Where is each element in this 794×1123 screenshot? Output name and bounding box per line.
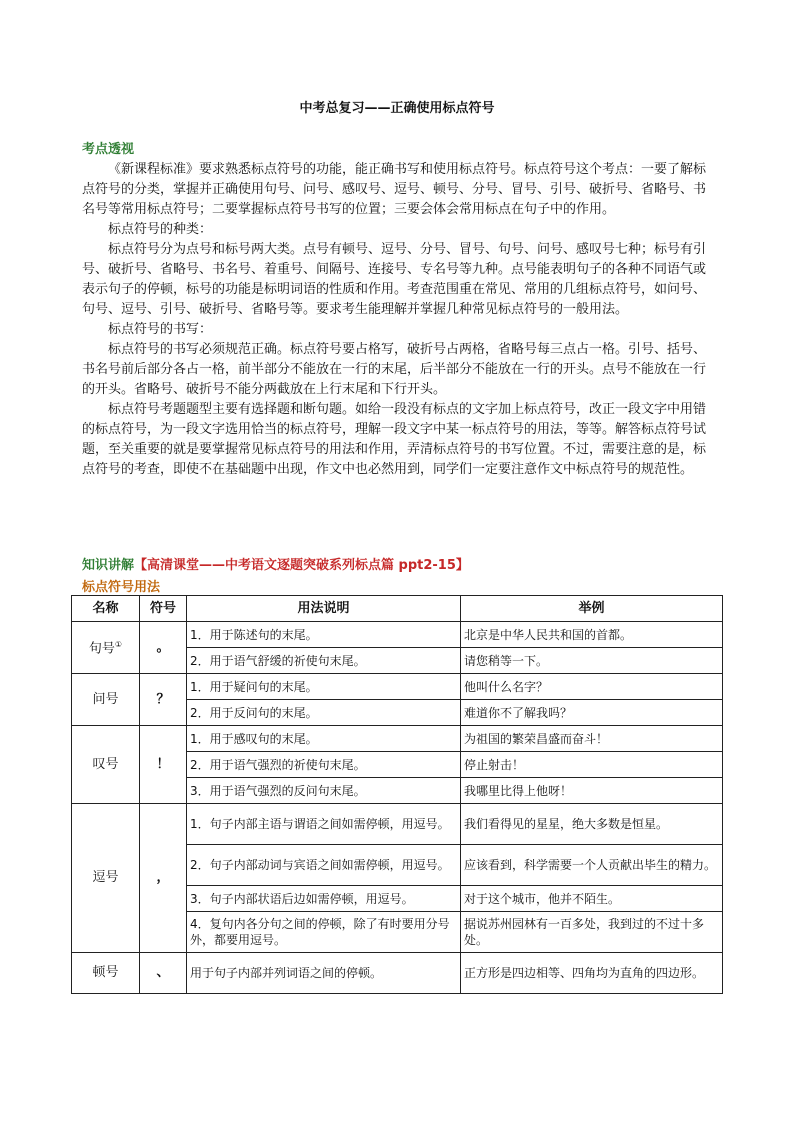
usage-cell: 2．用于反问句的末尾。 bbox=[187, 700, 461, 726]
section-body bbox=[82, 160, 714, 480]
section-heading-zhishi: 知识讲解 bbox=[82, 558, 135, 573]
punct-name-dunhao: 顿号 bbox=[72, 953, 140, 994]
example-cell: 难道你不了解我吗？ bbox=[461, 700, 723, 726]
paragraph: 标点符号分为点号和标号两大类。点号有顿号、逗号、分号、冒号、句号、问号、感叹号七种；标号有引号、破折号、省略号、书名号、着重号、间隔号、连接号、专名号等九种。点号能表明句子的各种不同语气或表示句子的停顿，标号的功能是标明词语的性质和作用。考查范围重在常见、常用的几组标点符号，如问号、句号、逗号、引号、破折号、省略号等。要求考生能理解并掌握几种常见标点符号的一般用法。 bbox=[82, 242, 707, 317]
punct-name-tanhao: 叹号 bbox=[72, 726, 140, 804]
resource-reference: 【高清课堂——中考语文逐题突破系列标点篇 ppt2-15】 bbox=[134, 558, 469, 573]
header-symbol: 符号 bbox=[140, 596, 187, 622]
table-header-row bbox=[72, 596, 723, 622]
example-cell: 对于这个城市，他并不陌生。 bbox=[461, 886, 723, 912]
usage-cell: 1．用于陈述句的末尾。 bbox=[187, 622, 461, 648]
example-cell: 应该看到，科学需要一个人贡献出毕生的精力。 bbox=[461, 845, 723, 886]
usage-cell: 2．句子内部动词与宾语之间如需停顿，用逗号。 bbox=[187, 845, 461, 886]
example-cell: 停止射击！ bbox=[461, 752, 723, 778]
header-example: 举例 bbox=[461, 596, 723, 622]
example-cell: 他叫什么名字？ bbox=[461, 674, 723, 700]
paragraph: 《新课程标准》要求熟悉标点符号的功能，能正确书写和使用标点符号。标点符号这个考点：一要了解标点符号的分类，掌握并正确使用句号、问号、感叹号、逗号、顿号、分号、冒号、引号、破折号、省略号、书名号等常用标点符号；二要掌握标点符号书写的位置；三要会体会常用标点在句子中的作用。 bbox=[82, 162, 707, 217]
paragraph: 标点符号的书写必须规范正确。标点符号要占格写，破折号占两格，省略号每三点占一格。引号、括号、书名号前后部分各占一格，前半部分不能放在一行的末尾，后半部分不能放在一行的开头。点号不能放在一行的开头。省略号、破折号不能分两截放在上行末尾和下行开头。 bbox=[82, 342, 707, 397]
usage-cell: 1．句子内部主语与谓语之间如需停顿，用逗号。 bbox=[187, 804, 461, 845]
example-cell: 请您稍等一下。 bbox=[461, 648, 723, 674]
knowledge-heading-line bbox=[82, 554, 469, 573]
usage-cell: 2．用于语气舒缓的祈使句末尾。 bbox=[187, 648, 461, 674]
punct-name-douhao: 逗号 bbox=[72, 804, 140, 953]
punct-symbol: 、 bbox=[140, 953, 187, 994]
punctuation-table bbox=[71, 595, 723, 994]
paragraph: 标点符号考题题型主要有选择题和断句题。如给一段没有标点的文字加上标点符号，改正一段文字中用错的标点符号，为一段文字选用恰当的标点符号，理解一段文字中某一标点符号的用法，等等。解答标点符号试题，至关重要的就是要掌握常见标点符号的用法和作用，弄清标点符号的书写位置。不过，需要注意的是，标点符号的考查，即使不在基础题中出现，作文中也必然用到，同学们一定要注意作文中标点符号的规范性。 bbox=[82, 402, 707, 477]
punct-symbol: 。 bbox=[140, 622, 187, 674]
usage-cell: 3．用于语气强烈的反问句末尾。 bbox=[187, 778, 461, 804]
usage-cell: 2．用于语气强烈的祈使句末尾。 bbox=[187, 752, 461, 778]
punct-symbol: ？ bbox=[140, 674, 187, 726]
usage-cell: 用于句子内部并列词语之间的停顿。 bbox=[187, 953, 461, 994]
example-cell: 我哪里比得上他呀！ bbox=[461, 778, 723, 804]
table-row bbox=[72, 674, 723, 700]
paragraph-subheading: 标点符号的种类： bbox=[108, 222, 213, 237]
usage-cell: 4．复句内各分句之间的停顿，除了有时要用分号外，都要用逗号。 bbox=[187, 912, 461, 953]
punct-symbol: ！ bbox=[140, 726, 187, 804]
usage-cell: 3．句子内部状语后边如需停顿，用逗号。 bbox=[187, 886, 461, 912]
page-title: 中考总复习——正确使用标点符号 bbox=[299, 101, 495, 116]
punct-name-wenhao: 问号 bbox=[72, 674, 140, 726]
example-cell: 北京是中华人民共和国的首都。 bbox=[461, 622, 723, 648]
punct-name-juhao: 句号① bbox=[72, 622, 140, 674]
usage-subheading: 标点符号用法 bbox=[82, 580, 161, 595]
example-cell: 我们看得见的星星，绝大多数是恒星。 bbox=[461, 804, 723, 845]
table-row bbox=[72, 804, 723, 845]
usage-cell: 1．用于感叹句的末尾。 bbox=[187, 726, 461, 752]
paragraph-subheading: 标点符号的书写： bbox=[108, 322, 213, 337]
header-name: 名称 bbox=[72, 596, 140, 622]
example-cell: 据说苏州园林有一百多处，我到过的不过十多处。 bbox=[461, 912, 723, 953]
table-row bbox=[72, 953, 723, 994]
punct-symbol: ， bbox=[140, 804, 187, 953]
header-usage: 用法说明 bbox=[187, 596, 461, 622]
example-cell: 正方形是四边相等、四角均为直角的四边形。 bbox=[461, 953, 723, 994]
section-heading-kaodian: 考点透视 bbox=[82, 142, 135, 157]
usage-cell: 1．用于疑问句的末尾。 bbox=[187, 674, 461, 700]
example-cell: 为祖国的繁荣昌盛而奋斗！ bbox=[461, 726, 723, 752]
table-row bbox=[72, 726, 723, 752]
table-row bbox=[72, 622, 723, 648]
